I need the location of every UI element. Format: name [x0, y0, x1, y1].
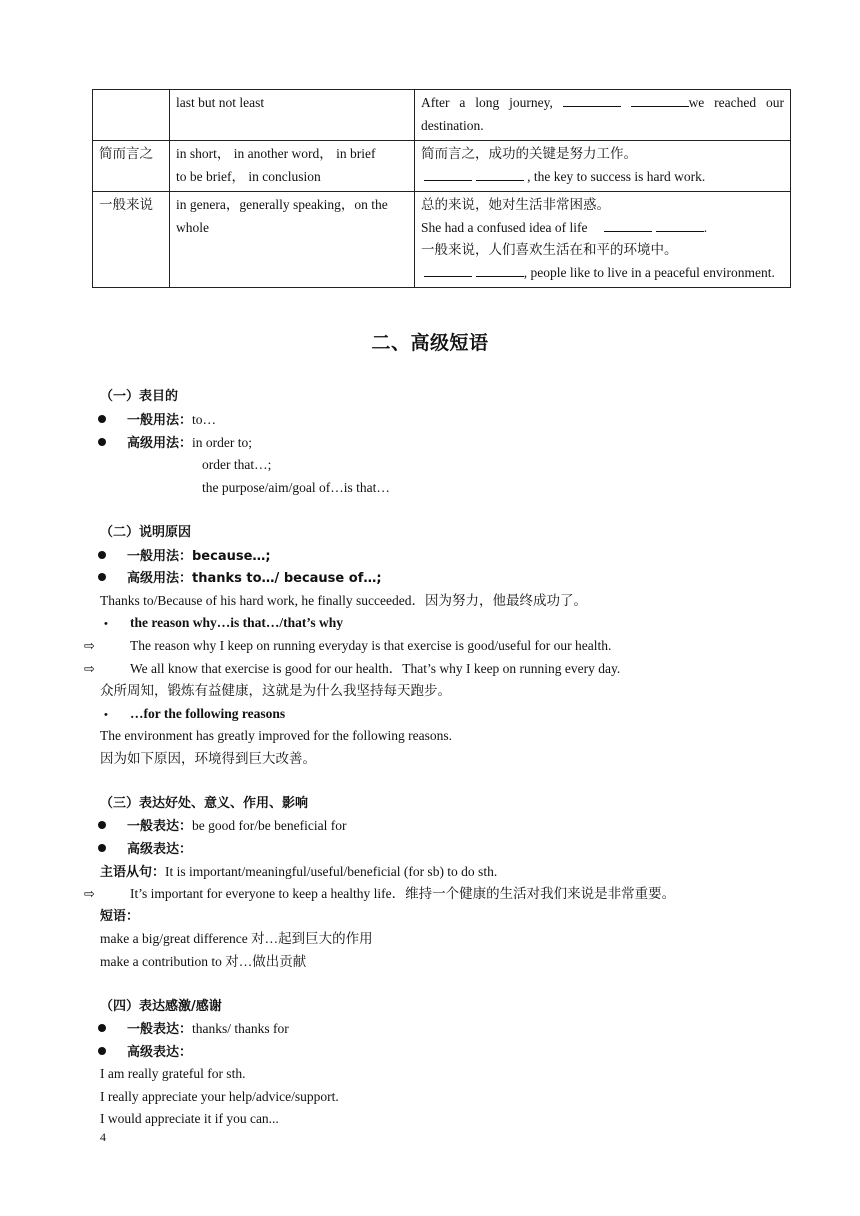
bullet-dot-icon: [98, 1024, 106, 1032]
fill-blank[interactable]: [604, 217, 652, 232]
fill-blank[interactable]: [656, 217, 704, 232]
bullet-item: [98, 1019, 289, 1040]
bullet-dot-icon: •: [104, 618, 108, 630]
bullet-label: 一般表达：: [127, 819, 193, 834]
table-cell-example: [415, 90, 791, 141]
bullet-item: [98, 410, 216, 431]
phrase-text: in genera，generally speaking，on the: [176, 197, 388, 212]
bullet-label: 高级用法：thanks to…/ because of…;: [127, 571, 382, 586]
example-text: , the key to success is hard work.: [527, 168, 706, 184]
text-line: 因为如下原因，环境得到巨大改善。: [100, 751, 316, 766]
fill-blank[interactable]: [476, 262, 524, 277]
text-line: 众所周知，锻炼有益健康，这就是为什么我坚持每天跑步。: [100, 683, 451, 698]
table-row: [93, 192, 791, 288]
table-cell-example: [415, 141, 791, 192]
arrow-item: [84, 659, 620, 680]
phrase-text: whole: [176, 219, 209, 235]
bullet-dot-icon: [98, 415, 106, 423]
phrase-table: [92, 89, 791, 288]
sub-bullet-text: the reason why…is that…/that’s why: [130, 615, 344, 630]
arrow-text: The reason why I keep on running everyday is that exercise is good/useful for our health.: [130, 638, 612, 653]
text-line: the purpose/aim/goal of…is that…: [202, 480, 390, 495]
table-row: [93, 90, 791, 141]
table-cell-term: 一般来说: [93, 192, 170, 288]
text-line: The environment has greatly improved for the following reasons.: [100, 728, 453, 743]
fill-blank[interactable]: [631, 92, 689, 107]
table-cell-phrases: [170, 192, 415, 288]
bullet-dot-icon: [98, 844, 106, 852]
example-text: 简而言之，成功的关键是努力工作。: [421, 146, 637, 161]
table-cell-example: [415, 192, 791, 288]
phrase-text: to be brief， in conclusion: [176, 168, 321, 184]
phrase-text: in short， in another word， in brief: [176, 146, 376, 161]
arrow-right-icon: ⇨: [84, 662, 95, 677]
bullet-label: 高级用法：: [127, 436, 193, 451]
bullet-text: to…: [192, 412, 217, 427]
subsection-title: （三）表达好处、意义、作用、影响: [100, 796, 309, 811]
subsection-title: （二）说明原因: [100, 525, 192, 540]
bullet-dot-icon: •: [104, 709, 108, 721]
bullet-dot-icon: [98, 438, 106, 446]
fill-blank[interactable]: [476, 166, 524, 181]
table-cell-term: 简而言之: [93, 141, 170, 192]
bullet-label: 一般表达：: [127, 1022, 193, 1037]
arrow-right-icon: ⇨: [84, 639, 95, 654]
text-label: 主语从句：: [100, 865, 166, 880]
text-line: I am really grateful for sth.: [100, 1066, 246, 1081]
section-heading: 二、高级短语: [371, 332, 489, 354]
bullet-text: be good for/be beneficial for: [192, 818, 347, 833]
example-text: 一般来说，人们喜欢生活在和平的环境中。: [421, 242, 678, 257]
bullet-item: [98, 433, 252, 454]
text-line: order that…;: [202, 457, 272, 472]
text-line: Thanks to/Because of his hard work, he finally succeeded．因为努力，他最终成功了。: [100, 593, 588, 608]
sub-bullet-item: [104, 613, 343, 634]
text-label: 短语：: [100, 909, 140, 924]
bullet-label: 高级表达：: [127, 1045, 193, 1060]
bullet-label: 一般用法：: [127, 413, 193, 428]
arrow-text: It’s important for everyone to keep a healthy life．维持一个健康的生活对我们来说是非常重要。: [130, 886, 676, 901]
sub-bullet-item: [104, 704, 285, 725]
table-row: [93, 141, 791, 192]
arrow-item: [84, 636, 611, 657]
subsection-title: （一）表目的: [100, 389, 179, 404]
example-text: After a long journey,: [421, 95, 563, 110]
table-cell-phrases: [170, 141, 415, 192]
example-text: , people like to live in a peaceful environment.: [523, 264, 775, 280]
phrase-text: last but not least: [176, 95, 265, 110]
page-number: 4: [100, 1130, 106, 1144]
text-line: make a contribution to 对…做出贡献: [100, 954, 307, 969]
bullet-text: thanks/ thanks for: [192, 1021, 289, 1036]
arrow-right-icon: ⇨: [84, 887, 95, 902]
bullet-text: in order to;: [192, 435, 253, 450]
bullet-item: [98, 839, 192, 860]
bullet-dot-icon: [98, 551, 106, 559]
bullet-item: [98, 1042, 192, 1063]
example-text: 总的来说，她对生活非常困惑。: [421, 197, 610, 212]
example-text: we reached our destination.: [421, 95, 784, 133]
text-body: It is important/meaningful/useful/beneficial (for sb) to do sth.: [165, 864, 498, 879]
arrow-item: [84, 884, 675, 905]
text-line: make a big/great difference 对…起到巨大的作用: [100, 931, 373, 946]
bullet-dot-icon: [98, 821, 106, 829]
bullet-dot-icon: [98, 573, 106, 581]
bullet-label: 高级表达：: [127, 842, 193, 857]
bullet-item: [98, 568, 382, 589]
bullet-item: [98, 816, 346, 837]
arrow-text: We all know that exercise is good for our health．That’s why I keep on running every day.: [130, 661, 621, 676]
sub-bullet-text: …for the following reasons: [130, 706, 286, 721]
text-line: I would appreciate it if you can...: [100, 1111, 279, 1126]
bullet-dot-icon: [98, 1047, 106, 1055]
example-text: .: [703, 219, 708, 235]
text-line: I really appreciate your help/advice/support.: [100, 1089, 339, 1104]
bullet-item: [98, 546, 271, 567]
fill-blank[interactable]: [424, 262, 472, 277]
text-line: [100, 862, 497, 883]
bullet-label: 一般用法：because…;: [127, 549, 271, 564]
fill-blank[interactable]: [563, 92, 621, 107]
table-cell-term: [93, 90, 170, 141]
subsection-title: （四）表达感激/感谢: [100, 999, 222, 1014]
example-text: She had a confused idea of life: [421, 219, 588, 235]
table-cell-phrases: [170, 90, 415, 141]
fill-blank[interactable]: [424, 166, 472, 181]
